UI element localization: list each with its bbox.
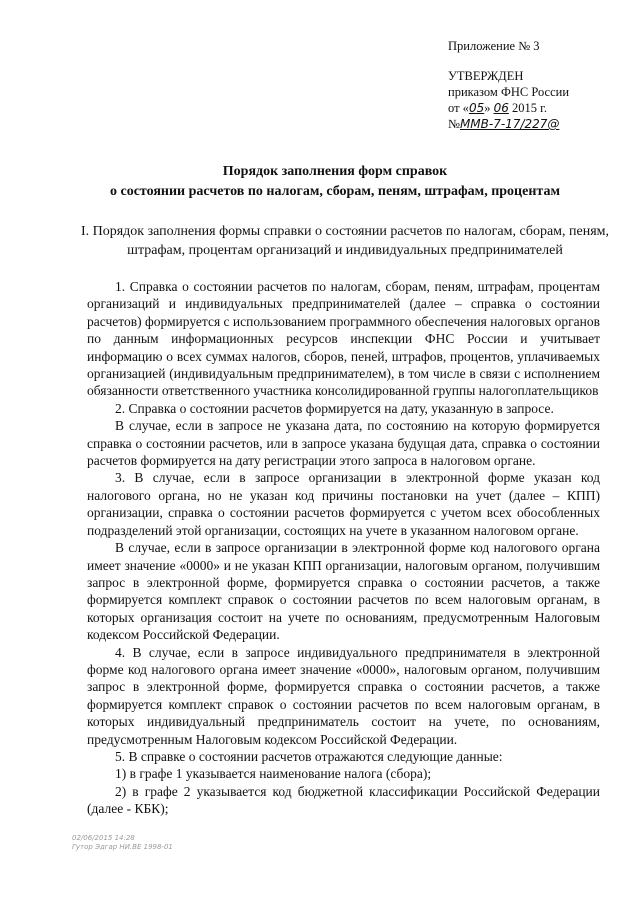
number-value: ММВ-7-17/227@ [459,117,560,131]
title-line-2: о состоянии расчетов по налогам, сборам, пеням, штрафам, процентам [109,184,560,199]
number-prefix: № [448,117,460,131]
document-title [70,162,600,202]
paragraph: 5. В справке о состоянии расчетов отражаются следующие данные: [115,748,503,764]
appendix-label: Приложение № 3 [448,39,540,53]
section-heading: I. Порядок заполнения формы справки о состоянии расчетов по налогам, сборам, пеням, штрафам, процентам организаций и индивидуальных предпринимателей [80,224,610,258]
paragraph: 1) в графе 1 указывается наименование налога (сбора); [115,766,432,782]
document-body [87,278,600,818]
date-day: 05 [468,101,485,115]
order-number [448,116,628,132]
paragraph: 3. В случае, если в запросе организации в электронной форме указан код налогового органа, но не указан код причины постановки на учет (далее – КПП) организации, справка о состоянии расчетов формируется с учетом всех обособленных подразделений этой организации, состоящих на учете в указанном налоговом органе. [87,470,600,538]
stamp-line-1: 02/06/2015 14:28 [72,834,135,842]
approval-date [448,100,628,116]
date-prefix: от « [448,101,469,115]
paragraph: 1. Справка о состоянии расчетов по налогам, сборам, пеням, штрафам, процентам организаций и индивидуальных предпринимателей (далее – справка о состоянии расчетов) формируется с использованием программного обеспечения налоговых органов по данным информационных ресурсов инспекции ФНС России и учитывает информацию о всех суммах налогов, сборов, пеней, штрафов, процентов, уплачиваемых организацией (индивидуальным предпринимателем), в том числе в связи с исполнением обязанности ответственного участника консолидированной группы налогоплательщиков [87,279,600,399]
order-label: приказом ФНС России [448,85,570,99]
paragraph: 4. В случае, если в запросе индивидуального предпринимателя в электронной форме код налогового органа имеет значение «0000», налоговым органом, получившим запрос в электронной форме, формируется справка о состоянии расчетов, а также формируется комплект справок о состоянии расчетов по всем налоговым органам, в которых индивидуальный предприниматель состоит на учете, по основаниям, предусмотренным Налоговым кодексом Российской Федерации. [87,644,600,747]
paragraph: В случае, если в запросе организации в электронной форме код налогового органа имеет значение «0000» и не указан КПП организации, налоговым органом, получившим запрос в электронной форме, формируется справка о состоянии расчетов, а также формируется комплект справок о состоянии расчетов по всем налоговым органам, в которых организация состоит на учете по основаниям, предусмотренным Налоговым кодексом Российской Федерации. [87,540,600,643]
date-month: 06 [493,101,509,115]
date-mid: » [484,101,494,115]
date-year: 2015 г. [508,101,547,115]
paragraph: 2) в графе 2 указывается код бюджетной классификации Российской Федерации (далее - КБК); [87,783,600,817]
approval-block [448,38,628,132]
approved-label: УТВЕРЖДЕН [448,69,524,83]
paragraph: 2. Справка о состоянии расчетов формируется на дату, указанную в запросе. [115,400,554,416]
title-line-1: Порядок заполнения форм справок [222,164,448,179]
stamp-line-2: Гутор Эдгар НИ.ВЕ 1998-01 [72,843,173,851]
electronic-stamp [72,834,173,852]
paragraph: В случае, если в запросе не указана дата, по состоянию на которую формируется справка о состоянии расчетов, или в запросе указана будущая дата, справка о состоянии расчетов формируется на дату регистрации этого запроса в налоговом органе. [87,418,600,469]
